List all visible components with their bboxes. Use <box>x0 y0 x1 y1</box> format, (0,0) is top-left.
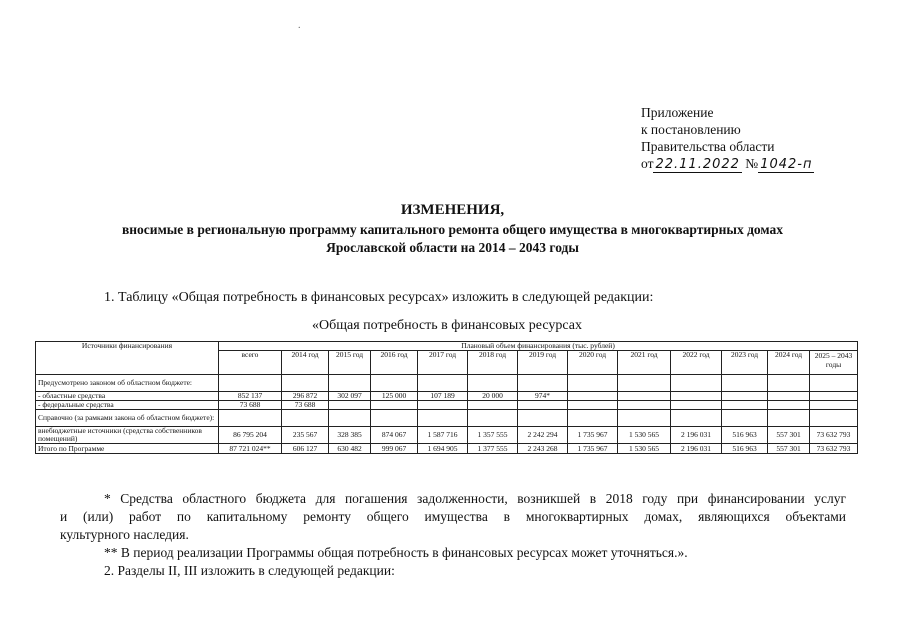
table-cell <box>371 375 418 392</box>
document-subtitle-1: вносимые в региональную программу капитального ремонта общего имущества в многоквартирных домах <box>121 222 784 237</box>
table-cell: 516 963 <box>722 427 768 444</box>
row-label: Справочно (за рамками закона об областном бюджете): <box>36 410 219 427</box>
top-mark: . <box>298 20 301 31</box>
table-cell: 1 694 905 <box>418 444 468 454</box>
table-cell <box>418 375 468 392</box>
table-cell <box>371 410 418 427</box>
table-cell: 1 530 565 <box>618 427 671 444</box>
table-cell <box>371 401 418 410</box>
table-cell: 557 301 <box>768 444 810 454</box>
attachment-line-2: к постановлению <box>641 122 741 137</box>
row-label: Итого по Программе <box>36 444 219 454</box>
table-cell: 302 097 <box>329 392 371 401</box>
table-header-row-1 <box>36 342 858 351</box>
table-cell <box>329 375 371 392</box>
table-cell <box>518 410 568 427</box>
table-cell: 73 688 <box>282 401 329 410</box>
header-col: 2021 год <box>618 351 671 375</box>
financing-table <box>35 341 858 454</box>
table-cell: 974* <box>518 392 568 401</box>
number-handwritten: 1042-п <box>760 157 813 172</box>
header-col: 2018 год <box>468 351 518 375</box>
table-cell <box>768 410 810 427</box>
table-cell: 73 632 793 <box>810 444 858 454</box>
table-cell <box>219 375 282 392</box>
paragraph-1: 1. Таблицу «Общая потребность в финансовых ресурсах» изложить в следующей редакции: <box>104 290 654 305</box>
table-cell: 1 530 565 <box>618 444 671 454</box>
table-cell: 87 721 024** <box>219 444 282 454</box>
header-col: 2020 год <box>568 351 618 375</box>
row-label: внебюджетные источники (средства собственников помещений) <box>36 427 219 444</box>
attachment-date-line <box>641 155 814 173</box>
table-cell <box>329 410 371 427</box>
table-cell: 874 067 <box>371 427 418 444</box>
table-cell: 2 196 031 <box>671 427 722 444</box>
table-cell <box>810 410 858 427</box>
table-cell <box>568 375 618 392</box>
table-cell <box>468 410 518 427</box>
table-cell <box>568 410 618 427</box>
header-col: 2016 год <box>371 351 418 375</box>
table-cell: 2 242 294 <box>518 427 568 444</box>
table-cell <box>618 401 671 410</box>
table-cell: 1 735 967 <box>568 427 618 444</box>
table-cell <box>282 410 329 427</box>
table-cell <box>219 410 282 427</box>
table-row <box>36 401 858 410</box>
header-sources: Источники финансирования <box>36 342 219 375</box>
table-cell <box>568 392 618 401</box>
table-cell: 20 000 <box>468 392 518 401</box>
table-cell: 1 357 555 <box>468 427 518 444</box>
footnote-1-line-2: и (или) работ по капитальному ремонту общего имущества в многоквартирных домах, являющихся объектами <box>60 509 846 524</box>
table-cell <box>568 401 618 410</box>
table-cell: 1 587 716 <box>418 427 468 444</box>
table-cell: 1 735 967 <box>568 444 618 454</box>
header-col: всего <box>219 351 282 375</box>
attachment-line-1: Приложение <box>641 105 714 120</box>
attachment-line-3: Правительства области <box>641 139 775 154</box>
header-volume: Плановый объем финансирования (тыс. рублей) <box>219 342 858 351</box>
table-cell: 328 385 <box>329 427 371 444</box>
table-cell <box>810 401 858 410</box>
table-cell <box>418 401 468 410</box>
document-subtitle-2: Ярославской области на 2014 – 2043 годы <box>326 240 579 255</box>
paragraph-2: 2. Разделы II, III изложить в следующей редакции: <box>104 563 395 578</box>
table-cell <box>768 375 810 392</box>
header-col: 2014 год <box>282 351 329 375</box>
table-cell: 1 377 555 <box>468 444 518 454</box>
date-handwritten: 22.11.2022 <box>655 157 740 172</box>
table-cell <box>518 375 568 392</box>
header-col: 2025 – 2043 годы <box>810 351 858 375</box>
table-cell <box>671 410 722 427</box>
table-row <box>36 427 858 444</box>
row-label: - федеральные средства <box>36 401 219 410</box>
table-cell <box>618 410 671 427</box>
header-col: 2023 год <box>722 351 768 375</box>
table-caption: «Общая потребность в финансовых ресурсах <box>312 318 582 333</box>
table-row <box>36 392 858 401</box>
date-prefix: от <box>641 156 654 171</box>
table-cell <box>722 410 768 427</box>
table-cell <box>671 375 722 392</box>
table-cell <box>768 392 810 401</box>
footnote-2: ** В период реализации Программы общая потребность в финансовых ресурсах может уточняться.». <box>104 545 688 560</box>
table-cell: 73 632 793 <box>810 427 858 444</box>
document-title: ИЗМЕНЕНИЯ, <box>400 202 505 218</box>
table-cell: 2 196 031 <box>671 444 722 454</box>
table-cell: 630 482 <box>329 444 371 454</box>
table-cell: 999 067 <box>371 444 418 454</box>
table-row <box>36 444 858 454</box>
table-row <box>36 410 858 427</box>
table-body <box>36 375 858 454</box>
table-cell: 516 963 <box>722 444 768 454</box>
table-cell: 125 000 <box>371 392 418 401</box>
table-cell: 296 872 <box>282 392 329 401</box>
table-cell: 86 795 204 <box>219 427 282 444</box>
table-cell <box>810 375 858 392</box>
table-cell: 852 137 <box>219 392 282 401</box>
table-cell <box>768 401 810 410</box>
table-cell: 107 189 <box>418 392 468 401</box>
row-label: Предусмотрено законом об областном бюджете: <box>36 375 219 392</box>
row-label: - областные средства <box>36 392 219 401</box>
footnote-1-line-1: * Средства областного бюджета для погашения задолженности, возникшей в 2018 году при финансировании услуг <box>104 491 846 506</box>
table-cell <box>618 392 671 401</box>
table-cell: 557 301 <box>768 427 810 444</box>
table-cell <box>722 401 768 410</box>
header-col: 2019 год <box>518 351 568 375</box>
table-cell <box>671 392 722 401</box>
table-cell <box>282 375 329 392</box>
table-cell <box>722 392 768 401</box>
table-cell <box>810 392 858 401</box>
table-cell: 2 243 268 <box>518 444 568 454</box>
attachment-block <box>641 104 814 173</box>
header-col: 2024 год <box>768 351 810 375</box>
table-cell: 73 688 <box>219 401 282 410</box>
footnote-1-line-3: культурного наследия. <box>60 527 189 542</box>
table-cell <box>671 401 722 410</box>
table-cell <box>418 410 468 427</box>
number-prefix: № <box>745 156 759 171</box>
table-cell <box>468 375 518 392</box>
table-cell <box>722 375 768 392</box>
header-col: 2022 год <box>671 351 722 375</box>
table-row <box>36 375 858 392</box>
table-cell <box>329 401 371 410</box>
header-col: 2015 год <box>329 351 371 375</box>
table-cell: 235 567 <box>282 427 329 444</box>
table-cell <box>518 401 568 410</box>
header-col: 2017 год <box>418 351 468 375</box>
table-cell <box>468 401 518 410</box>
table-cell: 606 127 <box>282 444 329 454</box>
table-cell <box>618 375 671 392</box>
